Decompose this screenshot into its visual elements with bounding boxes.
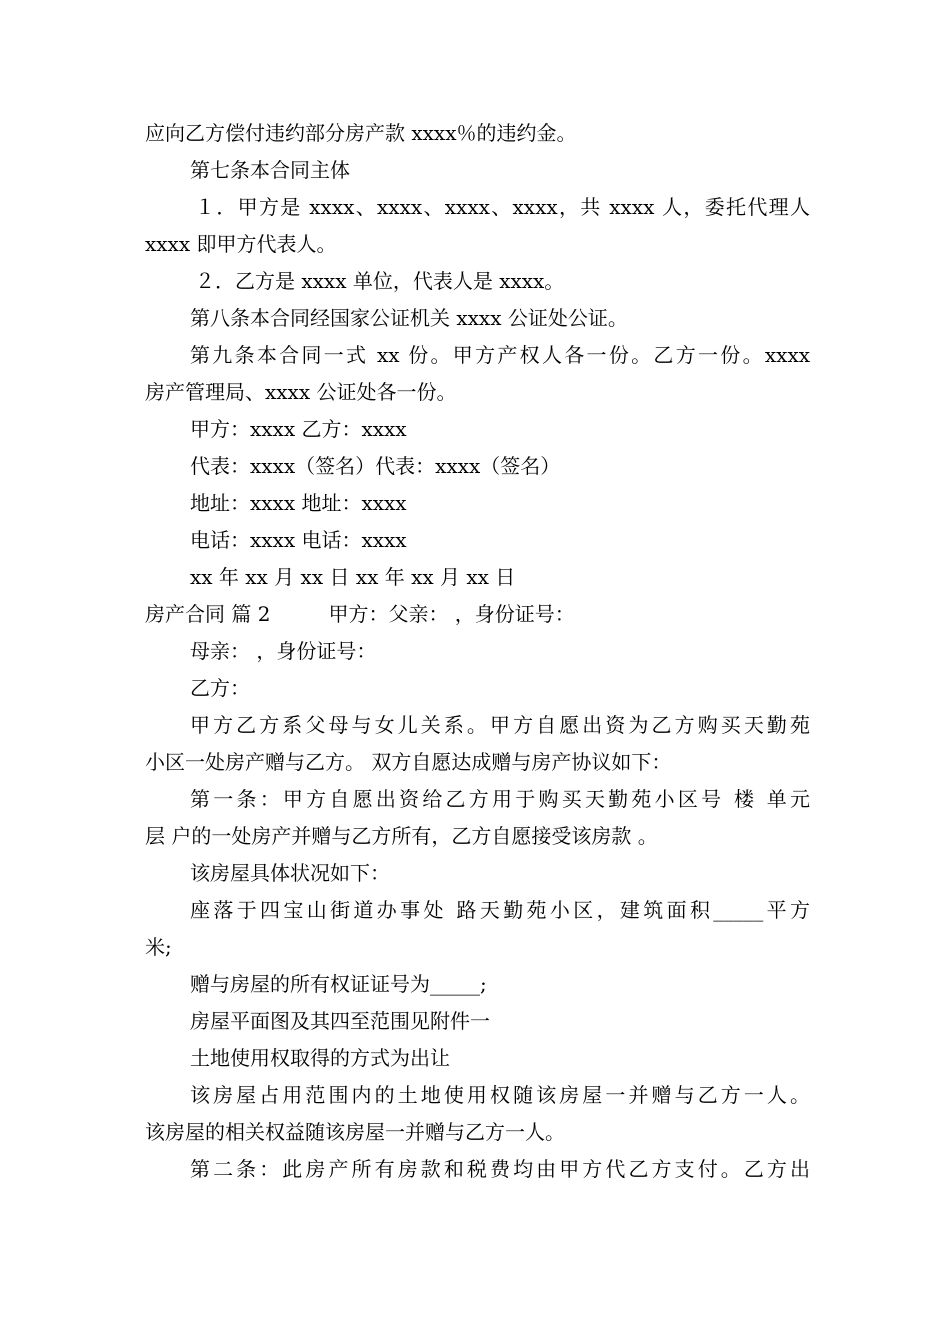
text-line: 小区一处房产赠与乙方。 双方自愿达成赠与房产协议如下：	[145, 750, 672, 774]
signature-party: 甲方：xxxx 乙方：xxxx	[190, 417, 407, 441]
signature-phone: 电话：xxxx 电话：xxxx	[190, 528, 407, 552]
signature-date: xx 年 xx 月 xx 日 xx 年 xx 月 xx 日	[190, 565, 516, 589]
text-line: 乙方：	[190, 676, 250, 700]
text-line: 层 户的一处房产并赠与乙方所有，乙方自愿接受该房款 。	[145, 824, 658, 848]
text-line: 母亲： ，身份证号：	[190, 639, 377, 663]
text-line: 应向乙方偿付违约部分房产款 xxxx％的违约金。	[145, 121, 577, 145]
text-line: 房屋平面图及其四至范围见附件一	[190, 1009, 490, 1033]
article-one: 第一条：甲方自愿出资给乙方用于购买天勤苑小区号 楼 单元	[190, 787, 810, 811]
text-line: 米;	[145, 935, 172, 959]
document-page	[145, 115, 810, 1188]
text-line: 土地使用权取得的方式为出让	[190, 1046, 450, 1070]
text-line: 房产管理局、xxxx 公证处各一份。	[145, 380, 457, 404]
text-line: 甲方乙方系父母与女儿关系。甲方自愿出资为乙方购买天勤苑	[190, 713, 810, 737]
article-nine: 第九条本合同一式 xx 份。甲方产权人各一份。乙方一份。xxxx	[190, 343, 810, 367]
text-line: 赠与房屋的所有权证证号为_____;	[190, 972, 487, 996]
text-line: １．甲方是 xxxx、xxxx、xxxx、xxxx，共 xxxx 人，委托代理人	[195, 195, 810, 219]
signature-address: 地址：xxxx 地址：xxxx	[190, 491, 407, 515]
text-line: 该房屋具体状况如下：	[190, 861, 390, 885]
section-title: 房产合同 篇 2	[145, 602, 271, 626]
text-line: ２．乙方是 xxxx 单位，代表人是 xxxx。	[195, 269, 565, 293]
article-two: 第二条：此房产所有房款和税费均由甲方代乙方支付。乙方出	[190, 1157, 810, 1181]
section-heading-row	[145, 596, 810, 633]
text-line: 座落于四宝山街道办事处 路天勤苑小区，建筑面积_____平方	[190, 898, 810, 922]
text-line: xxxx 即甲方代表人。	[145, 232, 337, 256]
article-eight: 第八条本合同经国家公证机关 xxxx 公证处公证。	[190, 306, 628, 330]
text-line: 该房屋的相关权益随该房屋一并赠与乙方一人。	[145, 1120, 565, 1144]
text-line: 该房屋占用范围内的土地使用权随该房屋一并赠与乙方一人。	[190, 1083, 810, 1107]
article-seven-heading: 第七条本合同主体	[190, 158, 350, 182]
text-line: 甲方：父亲： ，身份证号：	[328, 602, 575, 626]
signature-representative: 代表：xxxx（签名）代表：xxxx（签名）	[190, 454, 561, 478]
